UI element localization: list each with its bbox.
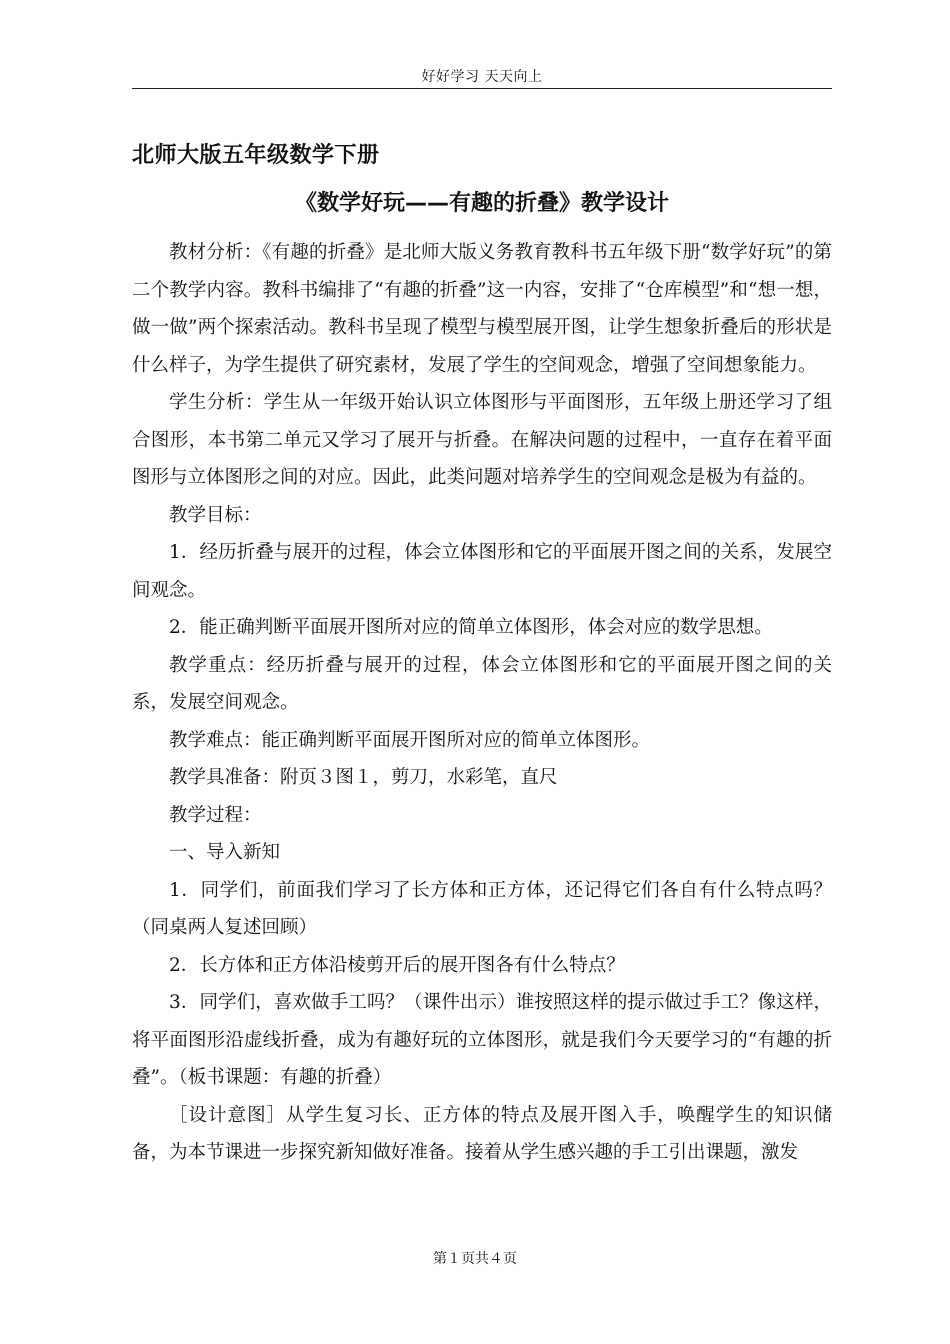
paragraph-student-analysis: 学生分析：学生从一年级开始认识立体图形与平面图形，五年级上册还学习了组合图形，本书第二单元又学习了展开与折叠。在解决问题的过程中，一直存在着平面图形与立体图形之间的对应。因此，此类问题对培养学生的空间观念是极为有益的。 <box>132 392 832 488</box>
paragraph-step-1: 1．同学们，前面我们学习了长方体和正方体，还记得它们各自有什么特点吗？（同桌两人复述回顾） <box>132 879 832 938</box>
paragraph-step-2: 2．长方体和正方体沿棱剪开后的展开图各有什么特点？ <box>169 954 625 976</box>
document-subtitle: 《数学好玩——有趣的折叠》教学设计 <box>294 191 669 216</box>
page-footer: 第１页共４页 <box>433 1251 517 1267</box>
paragraph-objective-1: 1．经历折叠与展开的过程，体会立体图形和它的平面展开图之间的关系，发展空间观念。 <box>132 542 832 601</box>
paragraph-section-1-heading: 一、导入新知 <box>169 842 281 863</box>
paragraph-materials: 教学具准备：附页３图１，剪刀，水彩笔，直尺 <box>169 767 558 788</box>
paragraph-key-points: 教学重点：经历折叠与展开的过程，体会立体图形和它的平面展开图之间的关系，发展空间观念。 <box>132 654 832 713</box>
paragraph-design-intent: ［设计意图］从学生复习长、正方体的特点及展开图入手，唤醒学生的知识储备，为本节课进一步探究新知做好准备。接着从学生感兴趣的手工引出课题，激发 <box>132 1104 832 1163</box>
paragraph-difficulties: 教学难点：能正确判断平面展开图所对应的简单立体图形。 <box>169 729 651 751</box>
header-rule <box>132 88 832 89</box>
paragraph-objective-2: 2．能正确判断平面展开图所对应的简单立体图形，体会对应的数学思想。 <box>169 617 773 638</box>
paragraph-process-heading: 教学过程： <box>169 804 262 826</box>
page-header: 好好学习 天天向上 <box>421 69 543 85</box>
document-title: 北师大版五年级数学下册 <box>132 143 380 168</box>
paragraph-objectives-heading: 教学目标： <box>169 504 262 526</box>
document-body <box>132 234 832 1172</box>
paragraph-textbook-analysis: 教材分析：《有趣的折叠》是北师大版义务教育教科书五年级下册“数学好玩”的第二个教学内容。教科书编排了“有趣的折叠”这一内容，安排了“仓库模型”和“想一想，做一做”两个探索活动。教科书呈现了模型与模型展开图，让学生想象折叠后的形状是什么样子，为学生提供了研究素材，发展了学生的空间观念，增强了空间想象能力。 <box>132 242 832 376</box>
paragraph-step-3: 3．同学们，喜欢做手工吗？（课件出示）谁按照这样的提示做过手工？像这样，将平面图形沿虚线折叠，成为有趣好玩的立体图形，就是我们今天要学习的“有趣的折叠”。（板书课题：有趣的折叠） <box>132 992 832 1088</box>
